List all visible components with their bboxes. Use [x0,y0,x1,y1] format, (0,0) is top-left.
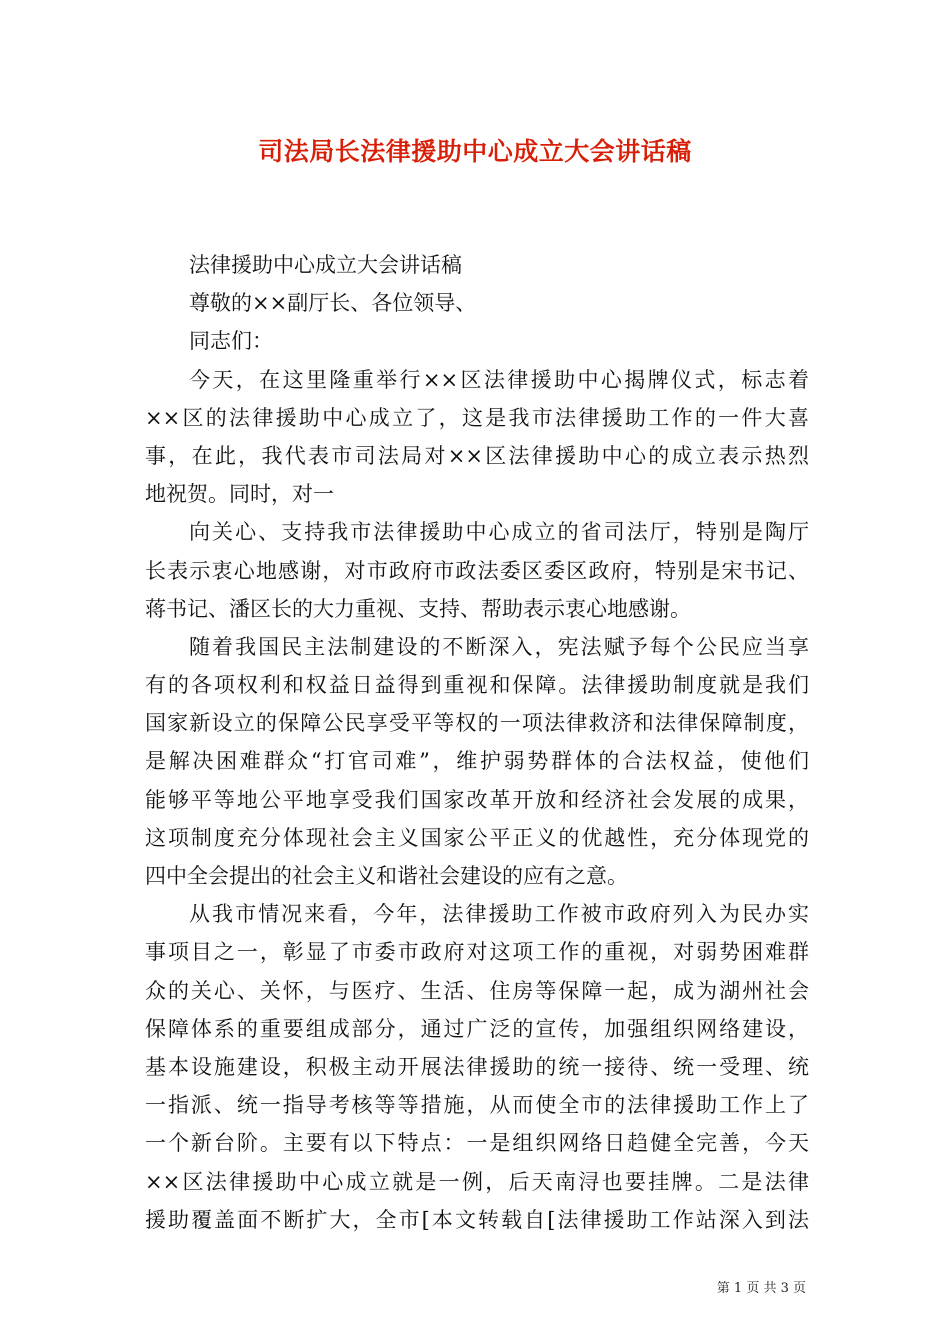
text-line: 尊敬的××副厅长、各位领导、 [189,291,477,316]
text-line: 同志们： [189,329,273,354]
text-line: 从我市情况来看，今年，法律援助工作被市政府列入为民办实 [189,902,809,927]
document-title: 司法局长法律援助中心成立大会讲话稿 [258,137,692,166]
text-line: 法律援助中心成立大会讲话稿 [189,253,462,277]
text-line: 随着我国民主法制建设的不断深入，宪法赋予每个公民应当享 [189,634,809,659]
text-line: 长表示衷心地感谢，对市政府市政法委区委区政府，特别是宋书记、 [145,558,809,583]
text-line: 地祝贺。同时，对一 [145,482,334,507]
text-line: 能够平等地公平地享受我们国家改革开放和经济社会发展的成果， [145,787,809,812]
text-line: 向关心、支持我市法律援助中心成立的省司法厅，特别是陶厅 [189,520,809,545]
text-line: 是解决困难群众“打官司难”，维护弱势群体的合法权益，使他们 [145,749,809,774]
text-line: 蒋书记、潘区长的大力重视、支持、帮助表示衷心地感谢。 [145,596,691,621]
text-line: 国家新设立的保障公民享受平等权的一项法律救济和法律保障制度， [145,711,809,736]
text-line: 一指派、统一指导考核等等措施，从而使全市的法律援助工作上了 [145,1093,809,1118]
text-line: 事，在此，我代表市司法局对××区法律援助中心的成立表示热烈 [145,443,809,468]
text-line: 保障体系的重要组成部分，通过广泛的宣传，加强组织网络建设， [145,1016,809,1041]
text-line: 一个新台阶。主要有以下特点：一是组织网络日趋健全完善，今天 [145,1131,809,1156]
text-line: 援助覆盖面不断扩大，全市[本文转载自[法律援助工作站深入到法 [145,1207,809,1232]
page-number: 第 1 页 共 3 页 [716,1281,806,1296]
text-line: ××区法律援助中心成立就是一例，后天南浔也要挂牌。二是法律 [145,1169,809,1194]
text-line: 这项制度充分体现社会主义国家公平正义的优越性，充分体现党的 [145,825,809,850]
text-line: 有的各项权利和权益日益得到重视和保障。法律援助制度就是我们 [145,673,809,698]
text-line: 四中全会提出的社会主义和谐社会建设的应有之意。 [145,864,628,888]
document-body [145,246,809,1239]
text-line: 基本设施建设，积极主动开展法律援助的统一接待、统一受理、统 [145,1054,809,1079]
text-line: 众的关心、关怀，与医疗、生活、住房等保障一起，成为湖州社会 [145,978,809,1003]
text-line: 事项目之一，彰显了市委市政府对这项工作的重视，对弱势困难群 [145,940,809,965]
text-line: ××区的法律援助中心成立了，这是我市法律援助工作的一件大喜 [145,405,809,430]
text-line: 今天，在这里隆重举行××区法律援助中心揭牌仪式，标志着 [189,367,809,392]
